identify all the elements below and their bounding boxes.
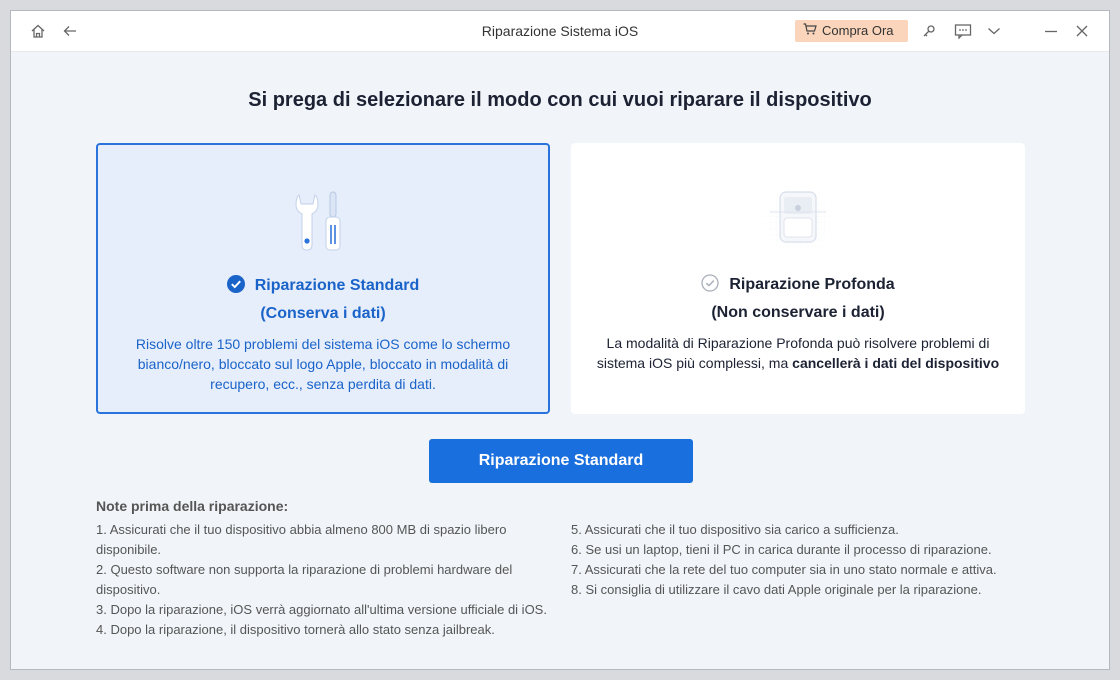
unchecked-icon [701, 274, 719, 292]
title-bar [11, 11, 1109, 52]
deep-repair-description [592, 333, 1004, 373]
buy-now-label: Compra Ora [822, 23, 894, 38]
note-item: 2. Questo software non supporta la riparazione di problemi hardware del dispositivo. [96, 562, 513, 597]
deep-repair-description-text: La modalità di Riparazione Profonda può risolvere problemi di sistema iOS più complessi, ma [596, 335, 990, 371]
window-title: Riparazione Sistema iOS [481, 23, 639, 39]
standard-repair-title-row [98, 275, 548, 295]
note-item: 4. Dopo la riparazione, il dispositivo tornerà allo stato senza jailbreak. [96, 622, 495, 637]
deep-repair-warning: cancellerà i dati del dispositivo [792, 355, 1000, 371]
app-window [10, 10, 1110, 670]
checked-icon [227, 275, 245, 293]
buy-now-button[interactable] [795, 20, 908, 42]
close-icon[interactable] [1074, 23, 1090, 39]
deep-repair-title-row [572, 274, 1024, 294]
standard-repair-card[interactable] [96, 143, 550, 414]
deep-repair-subtitle: (Non conservare i dati) [711, 304, 885, 321]
note-item: 3. Dopo la riparazione, iOS verrà aggiornato all'ultima versione ufficiale di iOS. [96, 602, 547, 617]
note-item: 6. Se usi un laptop, tieni il PC in carica durante il processo di riparazione. [571, 542, 992, 557]
back-icon[interactable] [62, 23, 78, 39]
notes-left-column [96, 520, 556, 640]
key-icon[interactable] [921, 23, 937, 39]
minimize-icon[interactable] [1043, 23, 1059, 39]
cart-icon [803, 20, 817, 42]
notes-title: Note prima della riparazione: [96, 498, 289, 514]
note-item: 7. Assicurati che la rete del tuo computer sia in uno stato normale e attiva. [571, 562, 997, 577]
feedback-icon[interactable] [954, 23, 970, 39]
standard-repair-title: Riparazione Standard [254, 277, 420, 294]
home-icon[interactable] [30, 23, 46, 39]
standard-repair-subtitle: (Conserva i dati) [260, 305, 386, 322]
deep-repair-card[interactable] [571, 143, 1025, 414]
deep-repair-title: Riparazione Profonda [729, 276, 895, 293]
wrench-screwdriver-icon [283, 187, 363, 257]
standard-repair-description: Risolve oltre 150 problemi del sistema iOS come lo schermo bianco/nero, bloccato sul logo Apple, bloccato in modalità di recupero, ecc., senza perdita di dati. [135, 336, 511, 392]
note-item: 5. Assicurati che il tuo dispositivo sia carico a sufficienza. [571, 522, 899, 537]
device-icon [758, 186, 838, 256]
note-item: 1. Assicurati che il tuo dispositivo abbia almeno 800 MB di spazio libero disponibile. [96, 522, 507, 557]
notes-right-column [571, 520, 1041, 600]
page-heading: Si prega di selezionare il modo con cui vuoi riparare il dispositivo [248, 89, 872, 111]
chevron-down-icon[interactable] [986, 23, 1002, 39]
start-repair-button[interactable]: Riparazione Standard [429, 439, 693, 483]
note-item: 8. Si consiglia di utilizzare il cavo dati Apple originale per la riparazione. [571, 582, 982, 597]
